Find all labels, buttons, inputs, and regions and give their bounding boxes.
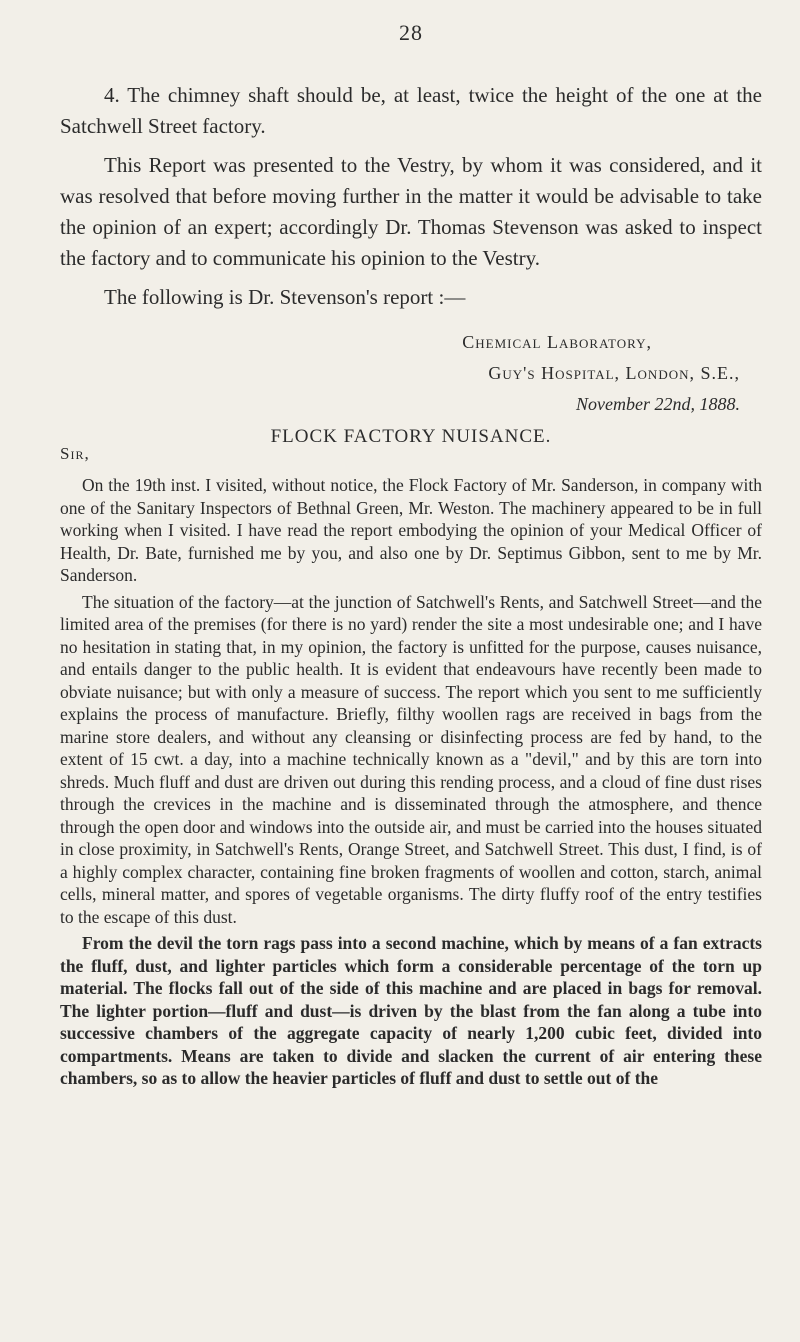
report-paragraph-situation: The situation of the factory—at the junction of Satchwell's Rents, and Satchwell Street—and the limited area of the premises (for there is no yard) render the site a most undesirable one; and I have no hesitation in stating that, in my opinion, the factory is unfitted for the purpose, causes nuisance, and entails danger to the public health. It is evident that endeavours have recently been made to obviate nuisance; but with only a measure of success. The report which you sent to me sufficiently explains the process of manufacture. Briefly, filthy woollen rags are received in bags from the marine store dealers, and without any cleansing or disinfecting process are fed by hand, to the extent of 15 cwt. a day, into a machine technically known as a "devil," and by this are torn into shreds. Much fluff and dust are driven out during this rending process, and a cloud of fine dust rises through the crevices in the machine and is disseminated through the atmosphere, and thence through the open door and windows into the outside air, and must be carried into the houses situated in close proximity, in Satchwell's Rents, Orange Street, and Satchwell Street. This dust, I find, is of a highly complex character, containing fine broken fragments of woollen and cotton, starch, animal cells, mineral matter, and spores of vegetable organisms. The dirty fluffy roof of the entry testifies to the escape of this dust. — [60, 591, 762, 927]
letter-date: November 22nd, 1888. — [576, 394, 740, 414]
page-number: 28 — [399, 20, 423, 45]
salutation: Sir, — [60, 444, 90, 463]
following-report-line: The following is Dr. Stevenson's report :— — [104, 285, 466, 309]
letterhead-laboratory: Chemical Laboratory, — [462, 332, 652, 352]
chimney-recommendation: 4. The chimney shaft should be, at least, twice the height of the one at the Satchwell Street factory. — [60, 83, 762, 138]
report-title: FLOCK FACTORY NUISANCE. — [270, 426, 552, 447]
report-presented-paragraph: This Report was presented to the Vestry, by whom it was considered, and it was resolved that before moving further in the matter it would be advisable to take the opinion of an expert; accordingly Dr. Thomas Stevenson was asked to inspect the factory and to communicate his opinion to the Vestry. — [60, 153, 762, 270]
report-heading-row — [60, 422, 762, 474]
report-paragraph-devil-machine: From the devil the torn rags pass into a second machine, which by means of a fan extracts the fluff, dust, and lighter particles which form a considerable percentage of the torn up material. The flocks fall out of the side of this machine and are placed in bags for removal. The lighter portion—fluff and dust—is driven by the blast from the fan along a tube into successive chambers of the aggregate capacity of nearly 1,200 cubic feet, divided into compartments. Means are taken to divide and slacken the current of air entering these chambers, so as to allow the heavier particles of fluff and dust to settle out of the — [60, 933, 762, 1088]
report-paragraph-visit: On the 19th inst. I visited, without notice, the Flock Factory of Mr. Sanderson, in company with one of the Sanitary Inspectors of Bethnal Green, Mr. Weston. The machinery appeared to be in full working when I visited. I have read the report embodying the opinion of your Medical Officer of Health, Dr. Bate, furnished me by you, and also one by Dr. Septimus Gibbon, sent to me by Mr. Sanderson. — [60, 475, 762, 585]
letterhead — [60, 327, 762, 420]
letterhead-hospital: Guy's Hospital, London, S.E., — [488, 363, 740, 383]
